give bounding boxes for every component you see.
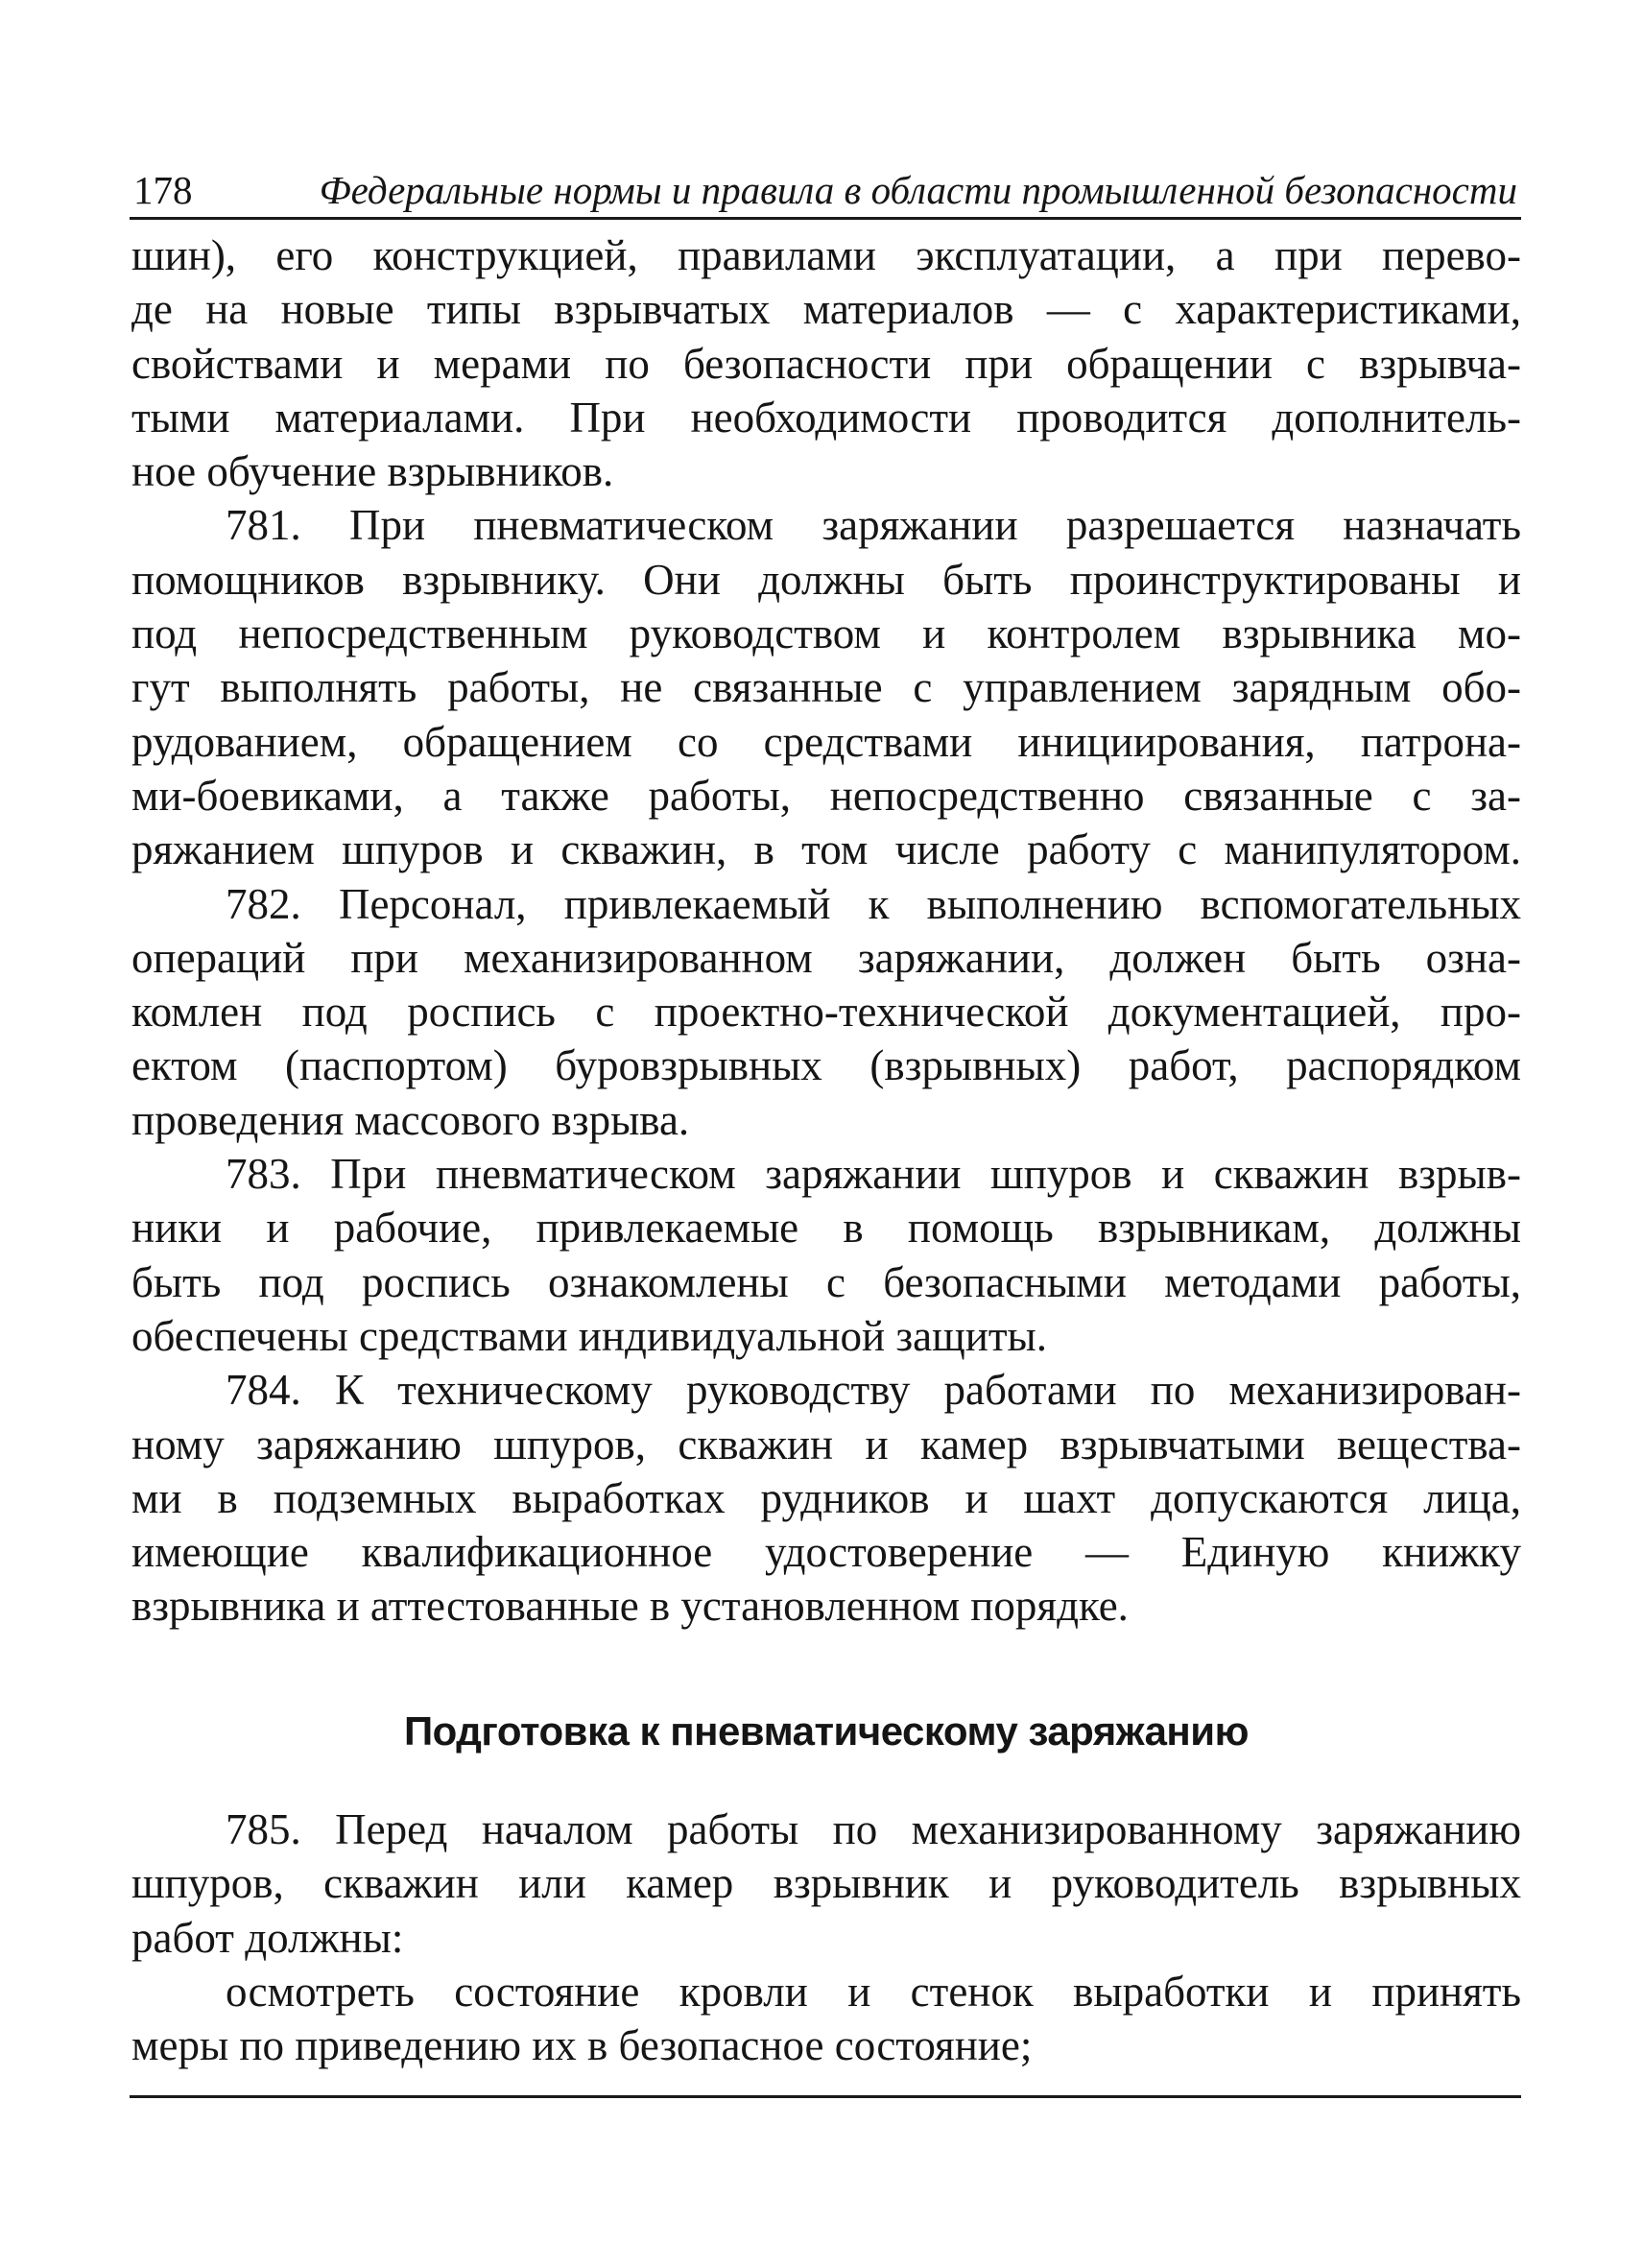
text-line: ектом (паспортом) буровзрывных (взрывных) работ, распорядком (131, 1041, 1521, 1090)
text-line: де на новые типы взрывчатых материалов — с характеристиками, (131, 285, 1521, 334)
text-line: меры по приведению их в безопасное состояние; (131, 2021, 1033, 2070)
text-line: свойствами и мерами по безопасности при обращении с взрывча- (131, 339, 1521, 388)
text-line: ряжанием шпуров и скважин, в том числе работу с манипулятором. (131, 825, 1521, 874)
text-line: имеющие квалификационное удостоверение — Единую книжку (131, 1528, 1521, 1577)
text-line: тыми материалами. При необходимости проводится дополнитель- (131, 393, 1521, 442)
text-line: ми-боевиками, а также работы, непосредственно связанные с за- (131, 771, 1521, 820)
text-line: ному заряжанию шпуров, скважин и камер взрывчатыми вещества- (131, 1420, 1521, 1468)
text-line: проведения массового взрыва. (131, 1095, 690, 1144)
list-item-start: осмотреть состояние кровли и стенок выработки и принять (226, 1967, 1521, 2016)
text-line: операций при механизированном заряжании, должен быть озна- (131, 933, 1521, 982)
paragraph-781-start: 781. При пневматическом заряжании разрешается назначать (226, 501, 1521, 550)
paragraph-782-start: 782. Персонал, привлекаемый к выполнению вспомогательных (226, 879, 1521, 928)
footer-rule (130, 2095, 1521, 2098)
text-line: гут выполнять работы, не связанные с управлением зарядным обо- (131, 663, 1521, 712)
text-line: работ должны: (131, 1913, 404, 1962)
text-line: комлен под роспись с проектно-технической документацией, про- (131, 988, 1521, 1037)
text-line: помощников взрывнику. Они должны быть проинструктированы и (131, 555, 1521, 604)
text-line: ное обучение взрывников. (131, 447, 614, 496)
body-text-top (131, 228, 1521, 1634)
text-line: ми в подземных выработках рудников и шахт допускаются лица, (131, 1473, 1521, 1522)
text-line: под непосредственным руководством и контролем взрывника мо- (131, 609, 1521, 658)
text-line: рудованием, обращением со средствами инициирования, патрона- (131, 717, 1521, 766)
running-title: Федеральные нормы и правила в области промышленной безопасности (319, 168, 1517, 212)
text-line: взрывника и аттестованные в установленном порядке. (131, 1582, 1129, 1631)
text-line: ники и рабочие, привлекаемые в помощь взрывникам, должны (131, 1204, 1521, 1253)
page-header (130, 163, 1521, 220)
page-number: 178 (133, 168, 193, 212)
text-line: обеспечены средствами индивидуальной защиты. (131, 1311, 1047, 1360)
text-line: шин), его конструкцией, правилами эксплуатации, а при перево- (131, 231, 1521, 279)
paragraph-783-start: 783. При пневматическом заряжании шпуров и скважин взрыв- (226, 1150, 1521, 1199)
paragraph-785-start: 785. Перед началом работы по механизированному заряжанию (226, 1805, 1521, 1853)
text-line: шпуров, скважин или камер взрывник и руководитель взрывных (131, 1859, 1521, 1908)
body-text-bottom (131, 1802, 1521, 2072)
paragraph-784-start: 784. К техническому руководству работами по механизирован- (226, 1366, 1521, 1415)
text-line: быть под роспись ознакомлены с безопасными методами работы, (131, 1257, 1521, 1306)
section-heading: Подготовка к пневматическому заряжанию (403, 1708, 1249, 1754)
